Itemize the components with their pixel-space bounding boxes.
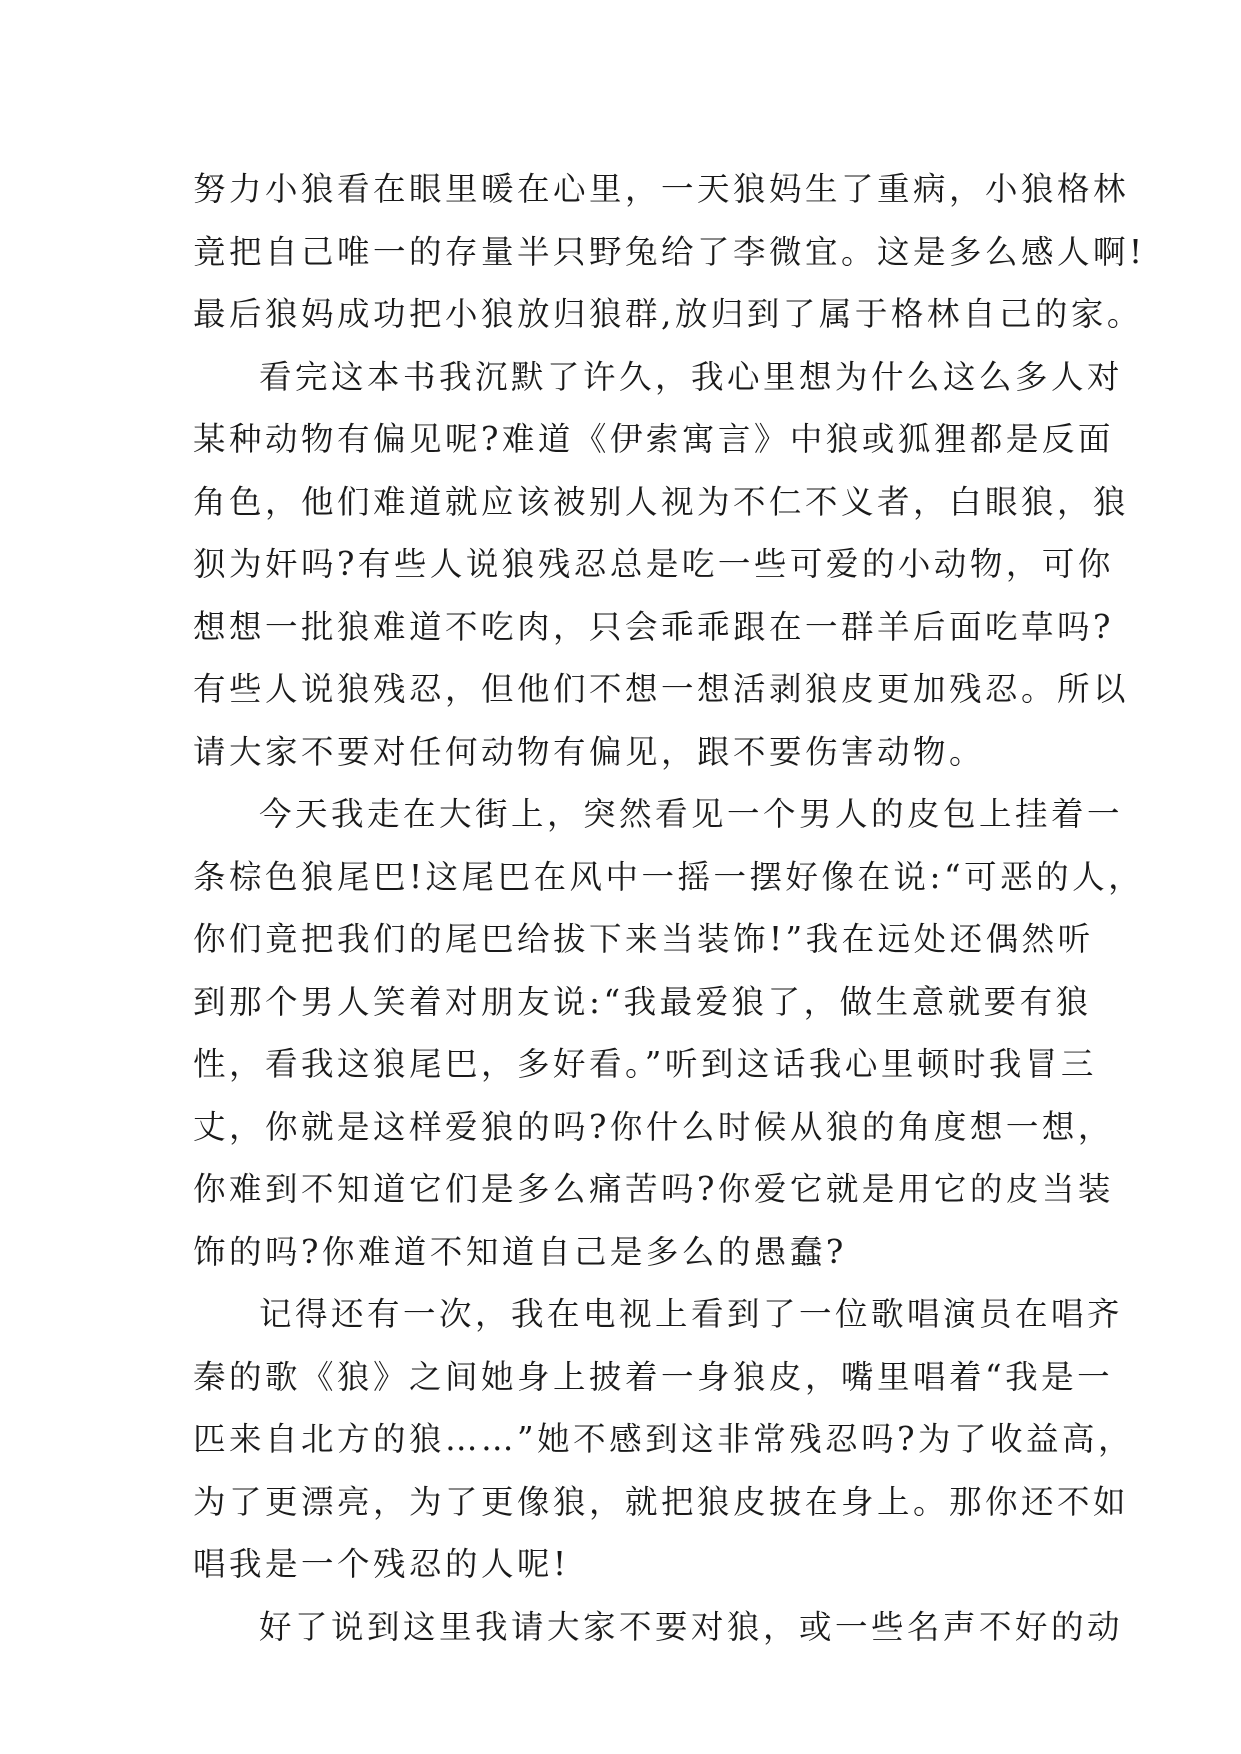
text-line: 请大家不要对任何动物有偏见，跟不要伤害动物。 bbox=[193, 732, 986, 771]
text-line: 你难到不知道它们是多么痛苦吗?你爱它就是用它的皮当装 bbox=[193, 1170, 1114, 1208]
text-line: 丈，你就是这样爱狼的吗?你什么时候从狼的角度想一想， bbox=[193, 1107, 1114, 1146]
paragraph-start-line: 记得还有一次，我在电视上看到了一位歌唱演员在唱齐 bbox=[259, 1295, 1124, 1333]
text-line: 你们竟把我们的尾巴给拔下来当装饰!”我在远处还偶然听 bbox=[193, 920, 1094, 958]
paragraph-start-line: 看完这本书我沉默了许久，我心里想为什么这么多人对 bbox=[259, 357, 1124, 396]
body-text bbox=[193, 158, 1146, 1658]
text-line: 秦的歌《狼》之间她身上披着一身狼皮，嘴里唱着“我是一 bbox=[193, 1357, 1114, 1396]
text-line: 狈为奸吗?有些人说狼残忍总是吃一些可爱的小动物，可你 bbox=[193, 545, 1114, 583]
paragraph-start-line: 今天我走在大街上，突然看见一个男人的皮包上挂着一 bbox=[259, 795, 1124, 833]
text-line: 竟把自己唯一的存量半只野兔给了李微宜。这是多么感人啊! bbox=[193, 232, 1146, 271]
text-line: 匹来自北方的狼……”她不感到这非常残忍吗?为了收益高， bbox=[193, 1420, 1135, 1458]
text-line: 最后狼妈成功把小狼放归狼群,放归到了属于格林自己的家。 bbox=[193, 295, 1143, 333]
text-line: 努力小狼看在眼里暖在心里，一天狼妈生了重病，小狼格林 bbox=[193, 170, 1130, 208]
text-line: 到那个男人笑着对朋友说:“我最爱狼了，做生意就要有狼 bbox=[193, 982, 1092, 1021]
text-line: 饰的吗?你难道不知道自己是多么的愚蠢? bbox=[193, 1232, 847, 1271]
text-line: 想想一批狼难道不吃肉，只会乖乖跟在一群羊后面吃草吗? bbox=[193, 607, 1114, 646]
text-line: 条棕色狼尾巴!这尾巴在风中一摇一摆好像在说:“可恶的人， bbox=[193, 857, 1145, 896]
text-line: 为了更漂亮，为了更像狼，就把狼皮披在身上。那你还不如 bbox=[193, 1482, 1130, 1521]
text-line: 角色，他们难道就应该被别人视为不仁不义者，白眼狼，狼 bbox=[193, 482, 1130, 521]
text-line: 某种动物有偏见呢?难道《伊索寓言》中狼或狐狸都是反面 bbox=[193, 420, 1114, 458]
text-line: 唱我是一个残忍的人呢! bbox=[193, 1545, 570, 1583]
paragraph-start-line: 好了说到这里我请大家不要对狼，或一些名声不好的动 bbox=[259, 1607, 1124, 1646]
text-line: 有些人说狼残忍，但他们不想一想活剥狼皮更加残忍。所以 bbox=[193, 670, 1130, 708]
text-line: 性，看我这狼尾巴，多好看。”听到这话我心里顿时我冒三 bbox=[193, 1045, 1097, 1083]
